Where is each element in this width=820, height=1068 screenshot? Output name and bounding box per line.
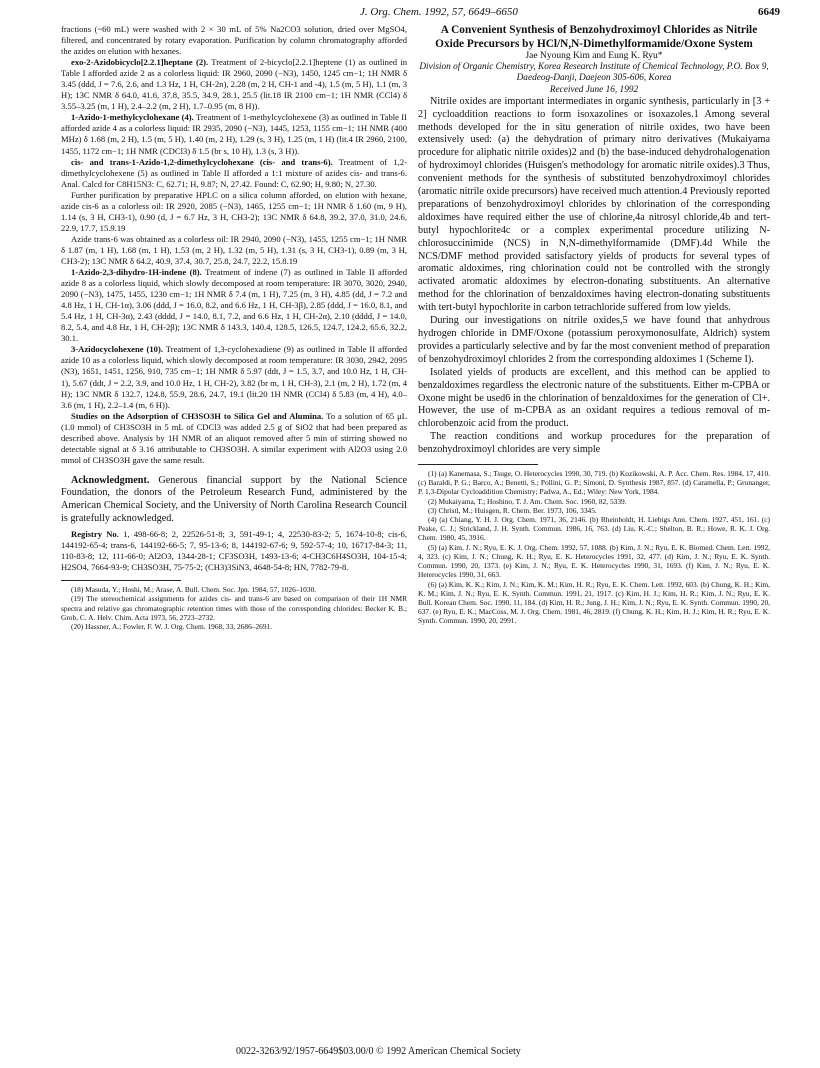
- left-column: [61, 24, 407, 631]
- paragraph-text: To a solution of 65 μL (1.0 mmol) of CH3SO3H in 5 mL of CDCl3 was added 2.5 g of SiO2 that had been prepared as described above. Analysis by 1H NMR of an aliquot removed after 5 min of stirring showed no detectable signal at δ 3.16 attributable to CH3SO3H. A similar experiment with Al2O3 using 2.0 mmol of CH3SO3H gave the same result.: [61, 410, 407, 465]
- paragraph-text: Treatment of 1,3-cyclohexadiene (9) as outlined in Table II afforded azide 10 as a colorless liquid, which slowly decomposed at room temperature: IR 3030, 2942, 2095 (N3), 1651, 1451, 1256, 910, 735 cm−1; 1H NMR δ 5.97 (ddt, J = 1.5, 3.7, and 10.0 Hz, 1 H, CH-1), 5.67 (ddt, J = 2.2, 3.9, and 10.0 Hz, 1 H, CH-2), 3.82 (br m, 1 H, CH-3), 2.1 (m, 2 H), 1.72 (m, 4 H); 13C NMR δ 132.7, 124.8, 55.9, 28.6, 24.7, 19.1 (lit.20 1H NMR (CCl4) δ 5.83 (m, 4 H), 4.0–3.6 (m, 1 H), 2.2–1.4 (m, 6 H)).: [61, 344, 407, 410]
- paragraph: Azide trans-6 was obtained as a colorless oil: IR 2940, 2090 (−N3), 1455, 1255 cm−1; 1H NMR δ 1.87 (m, 1 H), 1.68 (m, 1 H), 1.53 (m, 2 H), 1.32 (m, 5 H), 1.31 (s, 3 H, CH3-1), 0.89 (m, 3 H, CH3-2); 13C NMR δ 64.2, 40.9, 37.4, 30.7, 25.8, 24.7, 22.2, 15.8.19: [61, 233, 407, 266]
- acknowledgment: [61, 475, 407, 525]
- journal-citation: J. Org. Chem. 1992, 57, 6649–6650: [360, 6, 518, 18]
- paragraph-text: Treatment of 1-methylcyclohexene (3) as outlined in Table II afforded azide 4 as a colorless liquid: IR 2935, 2090 (−N3), 1445, 1253, 1155 cm−1; 1H NMR (400 MHz) δ 1.68 (m, 2 H), 1.5 (m, 5 H), 1.40 (m, 2 H), 1.29 (s, 3 H), 1.25 (m, 1 H) (lit.4 IR 2960, 2100, 1455, 1172 cm−1; 1H NMR (CDCl3) δ 1.5 (br s, 10 H), 1.3 (s, 3 H)).: [61, 112, 407, 156]
- author-affiliation: Division of Organic Chemistry, Korea Research Institute of Chemical Technology, P.O. Box 9, Daedeog-Danji, Daejeon 305-606, Korea: [419, 62, 769, 84]
- article-body: [418, 96, 770, 457]
- footnote: (5) (a) Kim, J. N.; Ryu, E. K. J. Org. Chem. 1992, 57, 1088. (b) Kim, J. N.; Ryu, E. K. Biomed. Chem. Lett. 1992, 4, 323. (c) Kim, J. N.; Chung, K. H.; Ryu, E. K. Heterocycles 1991, 32, 477. (d) Kim, J. N.; Ryu, E. K. Synth. Commun. 1990, 20, 1373. (e) Kim, J. N.; Ryu, E. K. Heterocycles 1990, 31, 1693. (f) Kim, J. N.; Ryu, E. K. Heterocycles 1990, 31, 663.: [418, 542, 770, 580]
- paragraph: [61, 112, 407, 156]
- paragraph: [61, 57, 407, 112]
- section-heading: 1-Azido-2,3-dihydro-1H-indene (8).: [71, 267, 202, 278]
- paragraph: [61, 157, 407, 190]
- paragraph: [61, 267, 407, 344]
- section-heading: cis- and trans-1-Azido-1,2-dimethylcyclohexane (cis- and trans-6).: [71, 156, 333, 167]
- footnote-divider: [61, 580, 181, 581]
- article-authors: Jae Nyoung Kim and Eung K. Ryu*: [525, 51, 663, 62]
- footnote: (6) (a) Kim, K. K.; Kim, J. N.; Kim, K. M.; Kim, H. R.; Ryu, E. K. Chem. Lett. 1992, 603. (b) Chung, K. H.; Kim, K. M.; Kim, J. N.; Ryu, E. K. Synth. Commun. 1991, 21, 1917. (c) Kim, H. J.; Kim, H. R.; Kim, J. N.; Ryu, E. K. Bull. Korean Chem. Soc. 1990, 11, 184. (d) Kim, H. R.; Jung, J. H.; Kim, J. N.; Ryu, E. K. Synth. Commun. 1990, 20, 637. (e) Ryu, E. K.; MacCoss, M. J. Org. Chem. 1981, 46, 2819. (f) Chung, K. H.; Kim, H. J.; Kim, H. R.; Ryu, E. K. Synth. Commun. 1990, 20, 2991.: [418, 579, 770, 626]
- paragraph: Nitrile oxides are important intermediates in organic synthesis, particularly in [3 + 2] cycloaddition reactions to form isoxazolines or isoxazoles.1 Among several methods developed for the in situ generation of nitrile oxides, two have been extensively used: (a) the dehydration of primary nitro derivatives (Mukaiyama procedure for aliphatic nitrile oxides)2 and (b) the base-induced dehydrohalogenation of hydroximoyl chlorides (Huisgen's methodology for aromatic nitrile oxides).3 Thus, convenient methods for the synthesis of substituted benzohydroximoyl chlorides (aromatic nitrile oxide precursors) have received much attention.4 Previously reported preparations of benzohydroximoyl chlorides by chlorination of the corresponding aldoximes have required either the use of chlorine,4a nitrosyl chloride,4b and tert-butyl hypochlorite4c or a complex experimental procedure utilizing N-chlorosuccinimide (NCS) in N,N-dimethylformamide (DMF).4d While the NCS/DMF method provided satisfactory yields of products for several types of aromatic aldoximes, ring chlorination could not be controlled with the strongly activated aromatic aldoximes by electron-donating substituents. An alternative method for the chlorination of benzaldoximes having electron-donating substituents with tert-butyl hypochlorite in carbon tetrachloride suffered from low yields.: [418, 95, 770, 314]
- paragraph: [61, 344, 407, 410]
- paragraph: Isolated yields of products are excellent, and this method can be applied to benzaldoximes regardless the electronic nature of the substituents. Either m-CPBA or Oxone might be used6 in the chlorination of benzaldoximes for the generation of Cl+. However, the use of m-CPBA as an oxidant requires a tedious removal of m-chlorobenzoic acid from the product.: [418, 366, 770, 430]
- footnote: (2) Mukaiyama, T.; Hoshino, T. J. Am. Chem. Soc. 1960, 82, 5339.: [428, 496, 627, 506]
- footnote: (18) Masuda, Y.; Hoshi, M.; Arase, A. Bull. Chem. Soc. Jpn. 1984, 57, 1026–1030.: [71, 585, 317, 595]
- paragraph: [61, 411, 407, 466]
- footnote-divider: [418, 464, 538, 465]
- registry-numbers: [61, 529, 407, 573]
- page-footer: 0022-3263/92/1957-6649$03.00/0 © 1992 American Chemical Society: [236, 1046, 521, 1057]
- section-heading: 1-Azido-1-methylcyclohexane (4).: [71, 112, 194, 123]
- section-heading: 3-Azidocyclohexene (10).: [71, 344, 163, 355]
- acknowledgment-heading: Acknowledgment.: [71, 474, 150, 486]
- received-date: Received June 16, 1992: [549, 84, 639, 95]
- paragraph-text: Treatment of 1,2-dimethylcyclohexene (5) as outlined in Table II afforded a 1:1 mixture of azides cis- and trans-6. Anal. Calcd for C8H15N3: C, 62.71; H, 9.87; N, 27.42. Found: C, 62.90; H, 9.80; N, 27.30.: [61, 156, 407, 189]
- page-number: 6649: [758, 6, 780, 18]
- paragraph-text: Treatment of indene (7) as outlined in Table II afforded azide 8 as a colorless liquid, which slowly decomposed at room temperature: IR 3070, 3020, 2940, 2090 (−N3), 1475, 1455, 1230 cm−1; 1H NMR δ 7.4 (m, 1 H), 7.25 (m, 3 H), 4.85 (dd, J = 7.2 and 4.8 Hz, 1 H, CH-1α), 3.06 (ddd, J = 16.0, 8.2, and 6.6 Hz, 1 H, CH-3β), 2.85 (ddd, J = 16.0, 8.1, and 5.4 Hz, 1 H, CH-3α), 2.43 (dddd, J = 14.0, 8.1, 7.2, and 6.6 Hz, 1 H, CH-2α), 2.10 (dddd, J = 14.0, 8.2, 5.4, and 4.8 Hz, 1 H, CH-2β); 13C NMR δ 143.3, 140.4, 128.5, 126.5, 124.7, 124.2, 65.6, 32.2, 30.1.: [61, 267, 407, 344]
- footnote: (19) The stereochemical assignments for azides cis- and trans-6 are based on comparison of their 1H NMR spectra and relative gas chromatographic retention times with those of the corresponding chlorides: Becker K. B.; Grob, C. A. Helv. Chim. Acta 1973, 56, 2723–2732.: [61, 594, 407, 622]
- footnote: (20) Hassner, A.; Fowler, F. W. J. Org. Chem. 1968, 33, 2686–2691.: [71, 622, 273, 632]
- acknowledgment-text: Generous financial support by the National Science Foundation, the donors of the Petroleum Research Fund, administered by the American Chemical Society, and the University of North Carolina Research Council is gratefully acknowledged.: [61, 474, 407, 524]
- paragraph: The reaction conditions and workup procedures for the preparation of benzohydroximoyl chlorides are very simple: [418, 431, 770, 456]
- section-heading: exo-2-Azidobicyclo[2.2.1]heptane (2).: [71, 57, 209, 68]
- registry-text: 1, 498-66-8; 2, 22526-51-8; 3, 591-49-1; 4, 22530-83-2; 5, 1674-10-8; cis-6, 144192-65-4; trans-6, 144192-66-5; 7, 95-13-6; 8, 144192-67-6; 9, 592-57-4; 10, 16717-84-3; 11, 110-83-8; 12, 111-66-0; Al2O3, 1344-28-1; CF3SO3H, 1493-13-6; 4-CH3C6H4SO3H, 104-15-4; H2SO4, 7664-93-9; CH3SO3H, 75-75-2; (CH3)3SiN3, 4648-54-8; HN, 7782-79-8.: [61, 529, 407, 573]
- footnote: (4) (a) Chiang, Y. H. J. Org. Chem. 1971, 36, 2146. (b) Rheinboldt, H. Liebigs Ann. Chem. 1927, 451, 161. (c) Peake, C. J.; Strickland, J. H. Synth. Commun. 1986, 16, 763. (d) Liu, K.-C.; Shelton, B. R.; Howe, R. K. J. Org. Chem. 1980, 45, 3916.: [418, 515, 770, 543]
- paragraph: During our investigations on nitrile oxides,5 we have found that anhydrous hydrogen chloride in DMF/Oxone (potassium peroxymonosulfate, Aldrich) system provides a particularly selective and by far the most convenient method of preparation of benzohydroximoyl chlorides 2 from the corresponding aldoximes 1 (Scheme I).: [418, 315, 770, 365]
- paragraph: fractions (~60 mL) were washed with 2 × 30 mL of 5% Na2CO3 solution, dried over MgSO4, filtered, and concentrated by rotary evaporation. Purification by column chromatography afforded the azides on elution with hexanes.: [61, 24, 407, 57]
- paragraph-text: Treatment of 2-bicyclo[2.2.1]heptene (1) as outlined in Table I afforded azide 2 as a colorless liquid: IR 2960, 2090 (−N3), 1450, 1245 cm−1; 1H NMR δ 3.45 (ddd, J = 7.6, 2.6, and 1.3 Hz, 1 H, CH-2n), 2.28 (m, 2 H, CH-1 and -4), 1.5 (m, 5 H), 1.1 (m, 3 H); 13C NMR δ 64.0, 41.6, 37.8, 35.5, 34.9, 28.1, 25.5 (lit.18 IR 2100 cm−1; 1H NMR (CCl4) δ 3.55–3.25 (m, 1 H), 2.4–2.2 (m, 2 H), 1.7–0.95 (m, 8 H)).: [61, 57, 408, 112]
- running-header: [60, 6, 780, 22]
- paragraph: Further purification by preparative HPLC on a silica column afforded, on elution with hexane, azide cis-6 as a colorless oil: IR 2920, 2085 (−N3), 1465, 1255 cm−1; 1H NMR δ 1.60 (m, 9 H), 1.14 (s, 3 H, CH3-1), 0.90 (d, J = 6.7 Hz, 3 H, CH3-2); 13C NMR δ 64.8, 39.2, 37.0, 31.0, 24.6, 22.9, 17.7, 15.9.19: [61, 189, 407, 233]
- article-title: A Convenient Synthesis of Benzohydroximoyl Chlorides as Nitrile Oxide Precursors by HCl/N,N-Dimethylformamide/Oxone System: [435, 24, 758, 50]
- right-column: [418, 24, 770, 626]
- footnote: (1) (a) Kanemasa, S.; Tsuge, O. Heterocycles 1990, 30, 719. (b) Kozikowski, A. P. Acc. Chem. Res. 1984, 17, 410. (c) Baraldi, P. G.; Barco, A.; Benetti, S.; Pollini, G. P.; Simoni, D. Synthesis 1987, 857. (d) Caramella, P.; Grunanger, P. 1,3-Dipolar Cycloaddition Chemistry; Padwa, A., Ed.; Wiley: New York, 1984.: [418, 469, 770, 497]
- footnote: (3) Christl, M.; Huisgen, R. Chem. Ber. 1973, 106, 3345.: [428, 505, 597, 515]
- registry-heading: Registry No.: [71, 529, 119, 540]
- section-heading: Studies on the Adsorption of CH3SO3H to Silica Gel and Alumina.: [71, 410, 324, 421]
